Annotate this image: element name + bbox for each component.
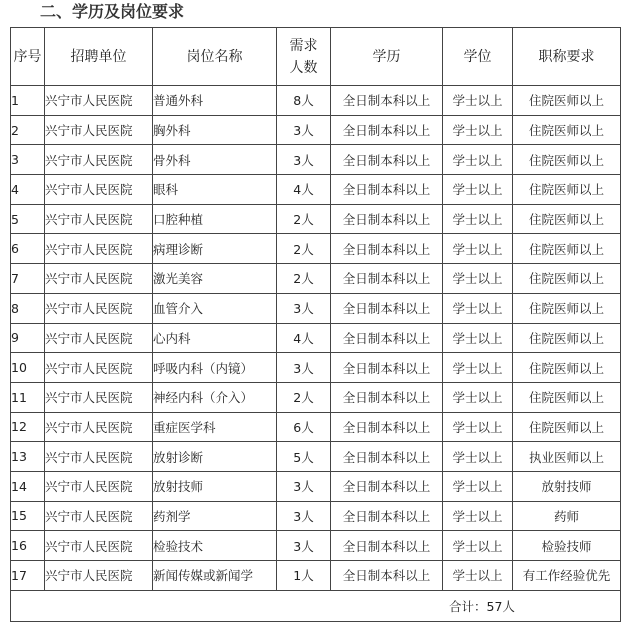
cell-seq: 14 <box>11 471 45 501</box>
cell-degree: 学士以上 <box>443 501 513 531</box>
cell-degree: 学士以上 <box>443 293 513 323</box>
cell-position: 骨外科 <box>153 145 277 175</box>
cell-degree: 学士以上 <box>443 234 513 264</box>
cell-seq: 4 <box>11 175 45 205</box>
cell-title: 药师 <box>513 501 621 531</box>
cell-count: 5人 <box>277 442 331 472</box>
cell-title: 执业医师以上 <box>513 442 621 472</box>
cell-count: 3人 <box>277 293 331 323</box>
cell-seq: 1 <box>11 86 45 116</box>
cell-seq: 6 <box>11 234 45 264</box>
table-row <box>11 293 621 323</box>
col-header-unit: 招聘单位 <box>45 28 153 86</box>
cell-degree: 学士以上 <box>443 471 513 501</box>
cell-count: 3人 <box>277 471 331 501</box>
table-row <box>11 442 621 472</box>
table-header-row <box>11 28 621 86</box>
requirements-table <box>10 27 621 622</box>
cell-title: 住院医师以上 <box>513 234 621 264</box>
cell-title: 住院医师以上 <box>513 382 621 412</box>
cell-count: 3人 <box>277 115 331 145</box>
cell-unit: 兴宁市人民医院 <box>45 115 153 145</box>
cell-unit: 兴宁市人民医院 <box>45 175 153 205</box>
cell-unit: 兴宁市人民医院 <box>45 204 153 234</box>
cell-unit: 兴宁市人民医院 <box>45 471 153 501</box>
cell-title: 放射技师 <box>513 471 621 501</box>
total-cell <box>11 590 621 621</box>
table-row <box>11 561 621 591</box>
table-row <box>11 115 621 145</box>
cell-position: 新闻传媒或新闻学 <box>153 561 277 591</box>
cell-title: 住院医师以上 <box>513 412 621 442</box>
cell-seq: 7 <box>11 264 45 294</box>
cell-degree: 学士以上 <box>443 145 513 175</box>
cell-count: 3人 <box>277 531 331 561</box>
cell-position: 普通外科 <box>153 86 277 116</box>
cell-degree: 学士以上 <box>443 561 513 591</box>
cell-education: 全日制本科以上 <box>331 204 443 234</box>
cell-position: 重症医学科 <box>153 412 277 442</box>
cell-title: 住院医师以上 <box>513 204 621 234</box>
cell-count: 4人 <box>277 323 331 353</box>
cell-education: 全日制本科以上 <box>331 115 443 145</box>
cell-degree: 学士以上 <box>443 323 513 353</box>
cell-title: 住院医师以上 <box>513 145 621 175</box>
cell-title: 住院医师以上 <box>513 264 621 294</box>
table-row <box>11 501 621 531</box>
cell-seq: 12 <box>11 412 45 442</box>
cell-position: 胸外科 <box>153 115 277 145</box>
col-header-count <box>277 28 331 86</box>
table-row <box>11 382 621 412</box>
cell-degree: 学士以上 <box>443 86 513 116</box>
cell-unit: 兴宁市人民医院 <box>45 531 153 561</box>
cell-degree: 学士以上 <box>443 353 513 383</box>
cell-position: 病理诊断 <box>153 234 277 264</box>
cell-position: 口腔种植 <box>153 204 277 234</box>
cell-education: 全日制本科以上 <box>331 382 443 412</box>
cell-education: 全日制本科以上 <box>331 264 443 294</box>
cell-education: 全日制本科以上 <box>331 501 443 531</box>
total-row <box>11 590 621 621</box>
cell-position: 呼吸内科（内镜） <box>153 353 277 383</box>
cell-title: 住院医师以上 <box>513 175 621 205</box>
cell-unit: 兴宁市人民医院 <box>45 442 153 472</box>
table-row <box>11 471 621 501</box>
cell-title: 有工作经验优先 <box>513 561 621 591</box>
cell-education: 全日制本科以上 <box>331 531 443 561</box>
cell-seq: 3 <box>11 145 45 175</box>
cell-degree: 学士以上 <box>443 115 513 145</box>
cell-seq: 8 <box>11 293 45 323</box>
table-row <box>11 264 621 294</box>
cell-seq: 16 <box>11 531 45 561</box>
table-row <box>11 204 621 234</box>
cell-title: 住院医师以上 <box>513 323 621 353</box>
cell-unit: 兴宁市人民医院 <box>45 264 153 294</box>
cell-count: 3人 <box>277 501 331 531</box>
table-row <box>11 145 621 175</box>
cell-education: 全日制本科以上 <box>331 293 443 323</box>
cell-degree: 学士以上 <box>443 264 513 294</box>
cell-seq: 10 <box>11 353 45 383</box>
cell-education: 全日制本科以上 <box>331 353 443 383</box>
cell-position: 眼科 <box>153 175 277 205</box>
cell-count: 2人 <box>277 234 331 264</box>
cell-count: 2人 <box>277 382 331 412</box>
cell-count: 8人 <box>277 86 331 116</box>
section-heading: 二、学历及岗位要求 <box>40 2 185 21</box>
cell-seq: 17 <box>11 561 45 591</box>
cell-position: 检验技术 <box>153 531 277 561</box>
col-header-seq: 序号 <box>11 28 45 86</box>
cell-count: 4人 <box>277 175 331 205</box>
cell-seq: 2 <box>11 115 45 145</box>
cell-degree: 学士以上 <box>443 382 513 412</box>
cell-degree: 学士以上 <box>443 412 513 442</box>
cell-degree: 学士以上 <box>443 442 513 472</box>
cell-unit: 兴宁市人民医院 <box>45 323 153 353</box>
table-row <box>11 175 621 205</box>
cell-seq: 13 <box>11 442 45 472</box>
cell-unit: 兴宁市人民医院 <box>45 86 153 116</box>
cell-seq: 9 <box>11 323 45 353</box>
cell-position: 放射技师 <box>153 471 277 501</box>
cell-unit: 兴宁市人民医院 <box>45 412 153 442</box>
cell-title: 住院医师以上 <box>513 353 621 383</box>
cell-unit: 兴宁市人民医院 <box>45 145 153 175</box>
cell-education: 全日制本科以上 <box>331 175 443 205</box>
cell-count: 2人 <box>277 204 331 234</box>
cell-education: 全日制本科以上 <box>331 442 443 472</box>
cell-seq: 15 <box>11 501 45 531</box>
table-row <box>11 353 621 383</box>
cell-count: 3人 <box>277 145 331 175</box>
cell-education: 全日制本科以上 <box>331 323 443 353</box>
cell-degree: 学士以上 <box>443 531 513 561</box>
cell-seq: 11 <box>11 382 45 412</box>
cell-education: 全日制本科以上 <box>331 561 443 591</box>
cell-count: 1人 <box>277 561 331 591</box>
cell-unit: 兴宁市人民医院 <box>45 234 153 264</box>
table-row <box>11 412 621 442</box>
cell-unit: 兴宁市人民医院 <box>45 561 153 591</box>
cell-seq: 5 <box>11 204 45 234</box>
cell-title: 住院医师以上 <box>513 115 621 145</box>
cell-title: 住院医师以上 <box>513 293 621 323</box>
cell-education: 全日制本科以上 <box>331 86 443 116</box>
table-row <box>11 323 621 353</box>
cell-count: 6人 <box>277 412 331 442</box>
cell-degree: 学士以上 <box>443 204 513 234</box>
cell-education: 全日制本科以上 <box>331 234 443 264</box>
total-label: 合计：57人 <box>449 598 515 614</box>
col-header-count-line2: 人数 <box>289 59 318 76</box>
cell-education: 全日制本科以上 <box>331 412 443 442</box>
cell-position: 药剂学 <box>153 501 277 531</box>
cell-education: 全日制本科以上 <box>331 145 443 175</box>
cell-position: 神经内科（介入） <box>153 382 277 412</box>
cell-position: 血管介入 <box>153 293 277 323</box>
cell-unit: 兴宁市人民医院 <box>45 382 153 412</box>
cell-position: 心内科 <box>153 323 277 353</box>
col-header-title: 职称要求 <box>513 28 621 86</box>
col-header-count-line1: 需求 <box>289 37 318 54</box>
col-header-degree: 学位 <box>443 28 513 86</box>
cell-degree: 学士以上 <box>443 175 513 205</box>
table-row <box>11 86 621 116</box>
col-header-position: 岗位名称 <box>153 28 277 86</box>
cell-position: 放射诊断 <box>153 442 277 472</box>
col-header-education: 学历 <box>331 28 443 86</box>
cell-unit: 兴宁市人民医院 <box>45 501 153 531</box>
cell-unit: 兴宁市人民医院 <box>45 293 153 323</box>
cell-title: 检验技师 <box>513 531 621 561</box>
cell-unit: 兴宁市人民医院 <box>45 353 153 383</box>
table-row <box>11 234 621 264</box>
cell-title: 住院医师以上 <box>513 86 621 116</box>
cell-education: 全日制本科以上 <box>331 471 443 501</box>
cell-count: 3人 <box>277 353 331 383</box>
cell-count: 2人 <box>277 264 331 294</box>
cell-position: 激光美容 <box>153 264 277 294</box>
table-row <box>11 531 621 561</box>
